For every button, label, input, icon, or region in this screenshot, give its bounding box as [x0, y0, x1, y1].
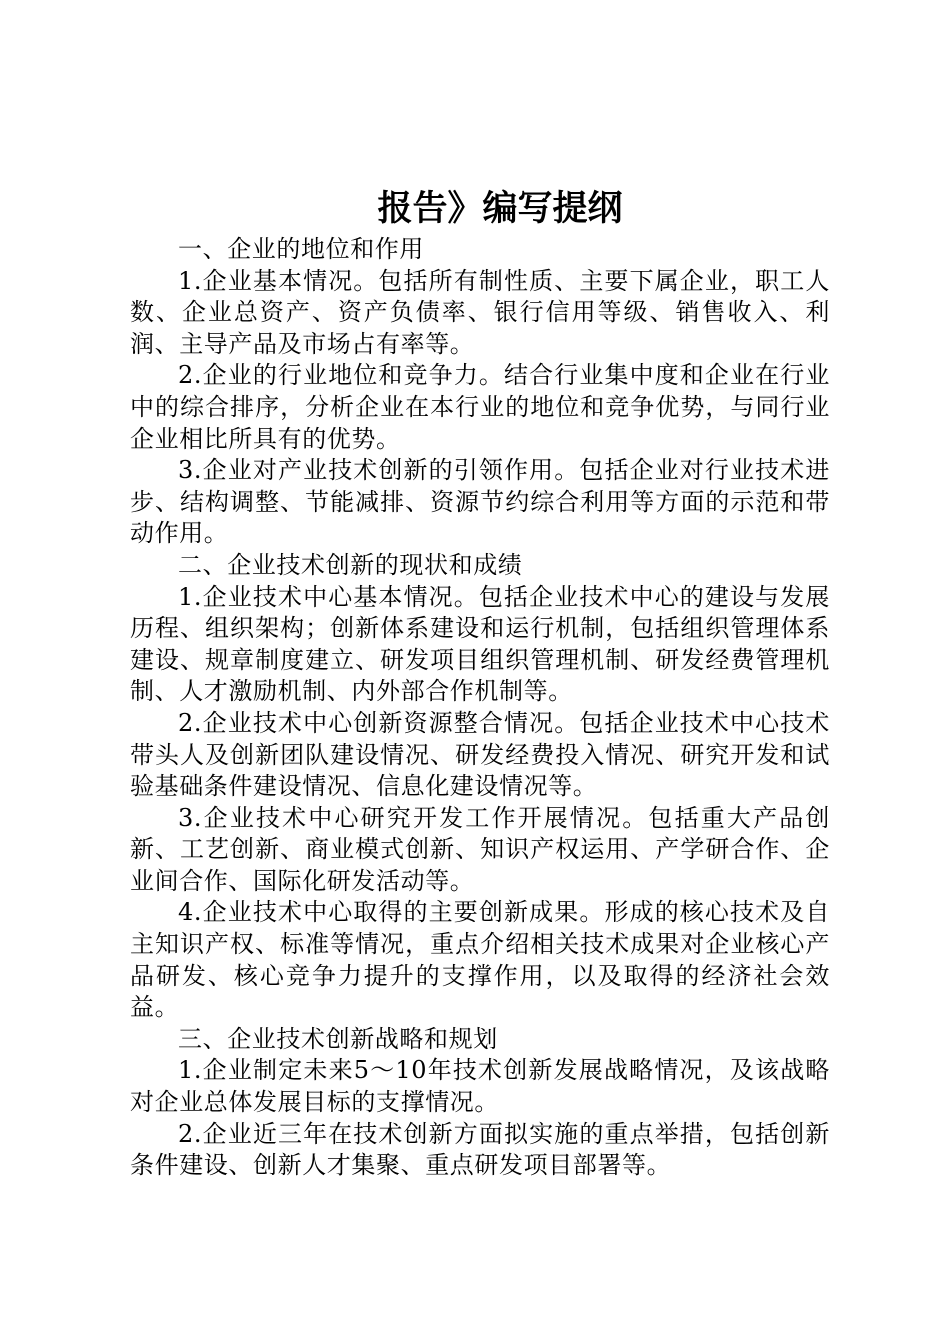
document-page [130, 186, 830, 1182]
section-heading-2: 二、企业技术创新的现状和成绩 [178, 550, 523, 579]
paragraph-2-1: 1.企业技术中心基本情况。包括企业技术中心的建设与发展历程、组织架构；创新体系建设和运行机制，包括组织管理体系建设、规章制度建立、研发项目组织管理机制、研发经费管理机制、人才激励机制、内外部合作机制等。 [130, 582, 830, 706]
paragraph-2-3: 3.企业技术中心研究开发工作开展情况。包括重大产品创新、工艺创新、商业模式创新、知识产权运用、产学研合作、企业间合作、国际化研发活动等。 [130, 803, 830, 895]
paragraph-2-4: 4.企业技术中心取得的主要创新成果。形成的核心技术及自主知识产权、标准等情况，重点介绍相关技术成果对企业核心产品研发、核心竞争力提升的支撑作用，以及取得的经济社会效益。 [130, 898, 830, 1022]
section-heading-3: 三、企业技术创新战略和规划 [178, 1024, 498, 1053]
document-title: 报告》编写提纲 [377, 188, 623, 229]
paragraph-3-1: 1.企业制定未来5～10年技术创新发展战略情况，及该战略对企业总体发展目标的支撑情况。 [130, 1056, 830, 1117]
paragraph-1-3: 3.企业对产业技术创新的引领作用。包括企业对行业技术进步、结构调整、节能减排、资源节约综合利用等方面的示范和带动作用。 [130, 456, 830, 548]
section-heading-1: 一、企业的地位和作用 [178, 235, 424, 263]
paragraph-3-2: 2.企业近三年在技术创新方面拟实施的重点举措，包括创新条件建设、创新人才集聚、重点研发项目部署等。 [130, 1119, 830, 1180]
paragraph-2-2: 2.企业技术中心创新资源整合情况。包括企业技术中心技术带头人及创新团队建设情况、研发经费投入情况、研究开发和试验基础条件建设情况、信息化建设情况等。 [130, 708, 830, 801]
paragraph-1-2: 2.企业的行业地位和竞争力。结合行业集中度和企业在行业中的综合排序，分析企业在本行业的地位和竞争优势，与同行业企业相比所具有的优势。 [130, 361, 830, 453]
paragraph-1-1: 1.企业基本情况。包括所有制性质、主要下属企业，职工人数、企业总资产、资产负债率、银行信用等级、销售收入、利润、主导产品及市场占有率等。 [130, 266, 830, 358]
